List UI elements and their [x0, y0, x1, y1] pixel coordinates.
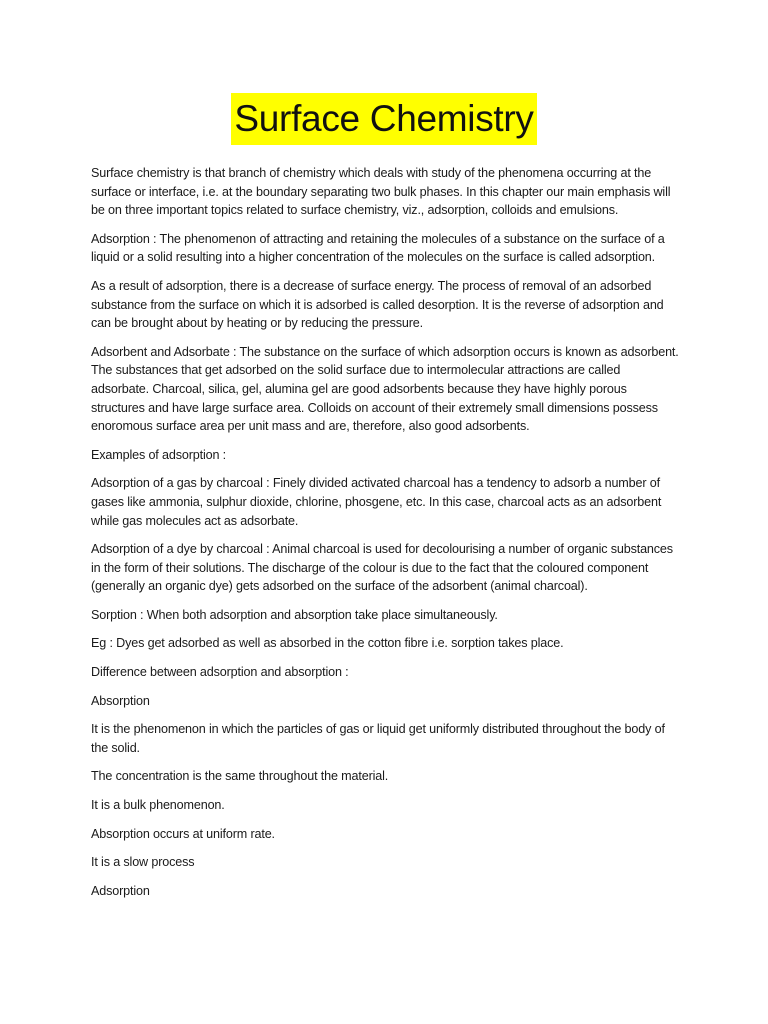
- paragraph-desorption: As a result of adsorption, there is a decrease of surface energy. The process of removal of an adsorbed substance from the surface on which it is adsorbed is called desorption. It is the reverse of adsorption and can be brought about by heating or by reducing the pressure.: [91, 278, 664, 331]
- paragraph-dye-by-charcoal: Adsorption of a dye by charcoal : Animal charcoal is used for decolourising a number of organic substances in the form of their solutions. The discharge of the colour is due to the fact that the coloured component (generally an organic dye) gets adsorbed on the surface of the adsorbent (animal charcoal).: [91, 542, 673, 594]
- paragraph-absorption-point-2: The concentration is the same throughout the material.: [91, 769, 389, 784]
- paragraph-absorption-point-4: Absorption occurs at uniform rate.: [91, 826, 275, 841]
- paragraph-gas-by-charcoal: Adsorption of a gas by charcoal : Finely divided activated charcoal has a tendency to adsorb a number of gases like ammonia, sulphur dioxide, chlorine, phosgene, etc. In this case, charcoal acts as an adsorbent while gas molecules act as adsorbate.: [91, 476, 662, 528]
- paragraph-examples-heading: Examples of adsorption :: [91, 447, 227, 462]
- paragraph-absorption-heading: Absorption: [91, 693, 150, 708]
- paragraph-absorption-point-1: It is the phenomenon in which the particles of gas or liquid get uniformly distributed throughout the body of the solid.: [91, 722, 665, 755]
- paragraph-adsorbent-adsorbate: Adsorbent and Adsorbate : The substance on the surface of which adsorption occurs is known as adsorbent. The substances that get adsorbed on the solid surface due to intermolecular attractions are called adsorbate. Charcoal, silica, gel, alumina gel are good adsorbents because they have highly porous structures and have large surface area. Colloids on account of their extremely small dimensions possess enoromous surface area per unit mass and are, therefore, also good adsorbents.: [91, 344, 679, 434]
- page-title: Surface Chemistry: [231, 93, 536, 145]
- paragraph-sorption-example: Eg : Dyes get adsorbed as well as absorbed in the cotton fibre i.e. sorption takes place.: [91, 636, 564, 651]
- paragraph-difference-heading: Difference between adsorption and absorption :: [91, 665, 349, 680]
- paragraph-absorption-point-3: It is a bulk phenomenon.: [91, 798, 225, 813]
- paragraph-intro: Surface chemistry is that branch of chemistry which deals with study of the phenomena occurring at the surface or interface, i.e. at the boundary separating two bulk phases. In this chapter our main emphasis will be on three important topics related to surface chemistry, viz., adsorption, colloids and emulsions.: [91, 166, 671, 218]
- paragraph-sorption: Sorption : When both adsorption and absorption take place simultaneously.: [91, 607, 498, 622]
- document-body: [91, 164, 681, 910]
- paragraph-adsorption-heading: Adsorption: [91, 883, 150, 898]
- title-container: [0, 93, 768, 145]
- paragraph-absorption-point-5: It is a slow process: [91, 855, 195, 870]
- paragraph-adsorption-definition: Adsorption : The phenomenon of attracting and retaining the molecules of a substance on the surface of a liquid or a solid resulting into a higher concentration of the molecules on the surface is called adsorption.: [91, 231, 665, 265]
